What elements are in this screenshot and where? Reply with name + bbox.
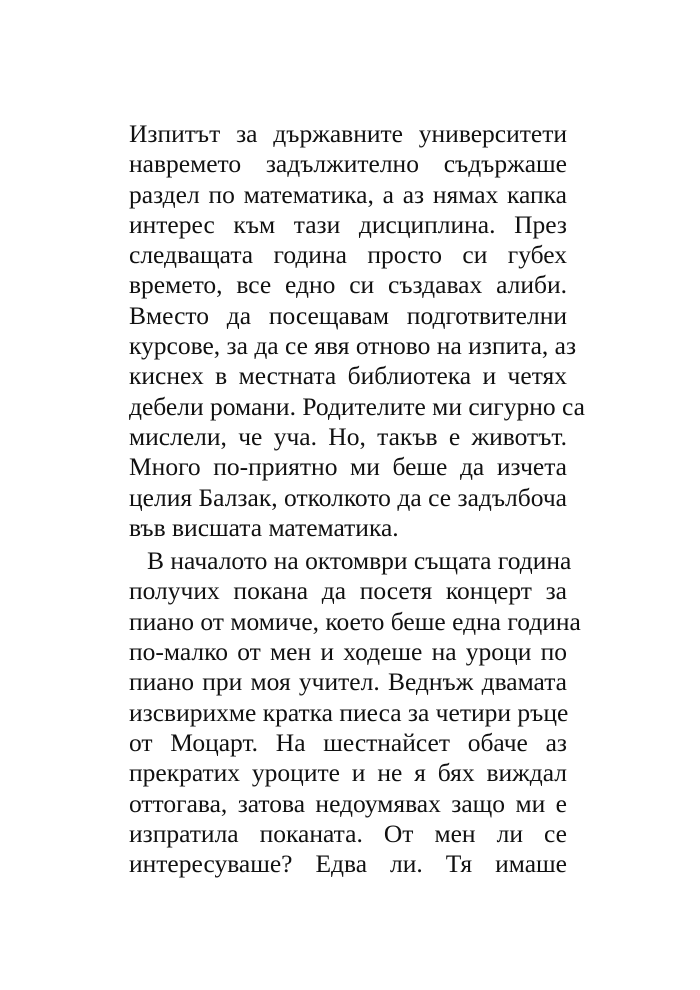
text-line: киснех в местната библиотека и четях [129,361,567,391]
text-line: Вместо да посещавам подготвителни [129,300,567,330]
text-line: по-малко от мен и ходеше на уроци по [129,637,567,667]
text-line: получих покана да посетя концерт за [129,576,567,606]
text-line: интересуваше? Едва ли. Тя имаше [129,849,567,879]
text-line: следващата година просто си губех [129,240,567,270]
text-line: прекратих уроците и не я бях виждал [129,758,567,788]
text-line: изпратила поканата. От мен ли се [129,818,567,848]
text-line: раздел по математика, а аз нямах капка [129,179,567,209]
text-line: целия Балзак, отколкото да се задълбоча [129,482,567,512]
text-line: от Моцарт. На шестнайсет обаче аз [129,727,567,757]
page-text [129,119,585,879]
text-line: В началото на октомври същата година [147,546,572,576]
text-line: интерес към тази дисциплина. През [129,209,567,239]
text-line: оттогава, затова недоумявах защо ми е [129,788,567,818]
text-line: във висшата математика. [129,512,399,542]
text-line: времето, все едно си създавах алиби. [129,270,567,300]
text-line: курсове, за да се явя отново на изпита, аз [129,331,577,361]
text-line: пиано от момиче, което беше една година [129,606,581,636]
paragraph-1 [129,119,585,543]
text-line: дебели романи. Родителите ми сигурно са [129,391,585,421]
text-line: пиано при моя учител. Веднъж двамата [129,667,567,697]
text-line: навремето задължително съдържаше [129,149,567,179]
text-line: изсвирихме кратка пиеса за четири ръце [129,697,569,727]
text-line: мислели, че уча. Но, такъв е животът. [129,421,567,451]
text-line: Много по-приятно ми беше да изчета [129,452,567,482]
text-line: Изпитът за държавните университети [129,119,567,148]
paragraph-2 [129,546,581,879]
